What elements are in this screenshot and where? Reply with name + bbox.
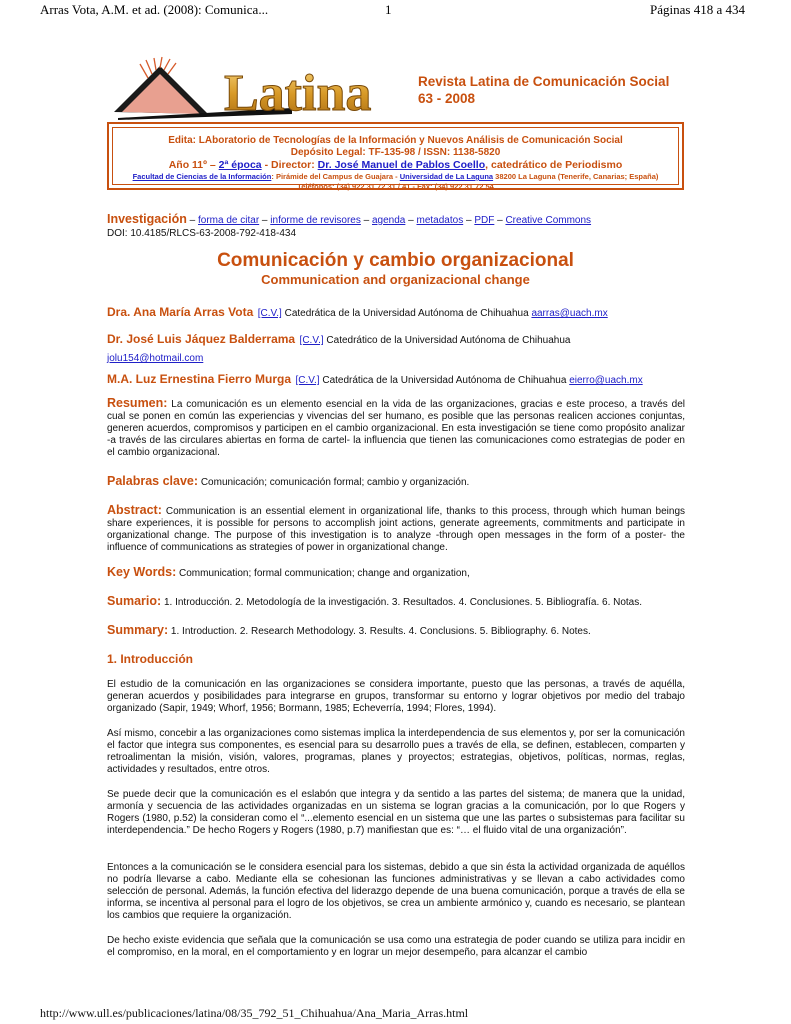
intro-paragraph-2: Así mismo, concebir a las organizaciones como sistemas implica la interdependencia de sus elementos y, por ser la comunicación el factor que integra sus componentes, es esencial para su desarrollo pues a través de ella, se definen, establecen, comparten y retroalimentan la misión, visión, valores, programas, planes y proyectos; estrategias, objetivos, políticas, normas, reglas, actividades y resultados, entre otros. xyxy=(107,728,685,775)
author-email-link[interactable]: aarras@uach.mx xyxy=(531,308,608,319)
editorial-box xyxy=(107,122,684,190)
editorial-phones: Teléfonos: (34) 922 31 72 31 / 41 - Fax: (34) 922 31 72 54 xyxy=(297,182,494,191)
keywords-label: Key Words: xyxy=(107,565,177,579)
author-cv-link[interactable]: [C.V.] xyxy=(257,308,282,319)
editorial-director-role: , catedrático de Periodismo xyxy=(485,159,623,171)
sumario-label: Sumario: xyxy=(107,594,162,608)
author-affiliation: Catedrática de la Universidad Autónoma de Chihuahua xyxy=(281,308,532,319)
abstract-label: Abstract: xyxy=(107,503,162,517)
author-name: M.A. Luz Ernestina Fierro Murga xyxy=(107,372,292,386)
intro-heading: 1. Introducción xyxy=(107,652,194,666)
link-agenda[interactable]: agenda xyxy=(372,215,406,226)
author-3 xyxy=(107,370,685,388)
sumario-text: 1. Introducción. 2. Metodología de la investigación. 3. Resultados. 4. Conclusiones. 5. Bibliografía. 6. Notas. xyxy=(161,597,643,608)
separator: – xyxy=(405,215,417,226)
journal-issue: 63 - 2008 xyxy=(418,91,476,106)
author-email-link[interactable]: eierro@uach.mx xyxy=(569,375,643,386)
resumen-text: La comunicación es un elemento esencial en la vida de las organizaciones, gracias e este proceso, a través del cual se ponen en común las experiencias y vivencias del ser humano, es posible que las personas realicen acciones conjuntas, generen acuerdos, compromisos y participen en el cambio organizacional. En esta investigación se tiene como propósito analizar -a través de las circulares abiertas en forma de cartel- la influencia que tienen las comunicaciones como estrategias de poder en el cambio organizacional. xyxy=(107,399,685,458)
sumario-paragraph xyxy=(107,595,685,609)
journal-name: Revista Latina de Comunicación Social xyxy=(418,74,670,89)
author-1 xyxy=(107,303,685,321)
editorial-city: 38200 La Laguna (Tenerife, Canarias; España) xyxy=(493,172,659,181)
intro-paragraph-4: Entonces a la comunicación se le considera esencial para los sistemas, debido a que sin ésta la actividad organizada de aquéllos no podría llevarse a cabo. Mediante ella se cohesionan las funciones administrativas y se llevan a cabo actividades como selección de personal. Además, la función efectiva del liderazgo depende de una buena comunicación, porque a través de ella se informa, se incentiva al personal para el logro de los objetivos, se crea un ambiente armónico y, cuando es necesario, se plantean los cambios que requiere la organización. xyxy=(107,862,685,921)
link-informe-revisores[interactable]: informe de revisores xyxy=(270,215,361,226)
palabras-clave-label: Palabras clave: xyxy=(107,474,199,488)
doi: DOI: 10.4185/RLCS-63-2008-792-418-434 xyxy=(107,228,297,239)
resumen-paragraph xyxy=(107,397,685,459)
author-2 xyxy=(107,330,685,366)
print-footer-url: http://www.ull.es/publicaciones/latina/08/35_792_51_Chihuahua/Ana_Maria_Arras.html xyxy=(40,1006,469,1020)
palabras-clave-paragraph xyxy=(107,475,685,489)
author-affiliation: Catedrática de la Universidad Autónoma de Chihuahua xyxy=(319,375,570,386)
abstract-paragraph xyxy=(107,504,685,554)
editorial-year: Año 11º – xyxy=(168,159,219,171)
palabras-clave-text: Comunicación; comunicación formal; cambio y organización. xyxy=(198,477,470,488)
separator: – xyxy=(259,215,271,226)
author-affiliation: Catedrático de la Universidad Autónoma de Chihuahua xyxy=(323,335,571,346)
keywords-text: Communication; formal communication; change and organization, xyxy=(176,568,470,579)
author-cv-link[interactable]: [C.V.] xyxy=(295,375,320,386)
separator: – xyxy=(463,215,475,226)
summary-text: 1. Introduction. 2. Research Methodology. 3. Results. 4. Conclusions. 5. Bibliography. 6. Notes. xyxy=(168,626,591,637)
investigacion-line xyxy=(107,210,685,240)
link-pdf[interactable]: PDF xyxy=(474,215,495,226)
link-forma-de-citar[interactable]: forma de citar xyxy=(198,215,260,226)
author-email-link[interactable]: jolu154@hotmail.com xyxy=(107,353,204,364)
print-header-page-range: Páginas 418 a 434 xyxy=(650,2,745,17)
editorial-legal: Depósito Legal: TF-135-98 / ISSN: 1138-5820 xyxy=(290,147,501,158)
university-link[interactable]: Universidad de La Laguna xyxy=(399,172,494,181)
print-header-title: Arras Vota, A.M. et ad. (2008): Comunica... xyxy=(40,2,269,17)
keywords-paragraph xyxy=(107,566,685,580)
author-name: Dr. José Luis Jáquez Balderrama xyxy=(107,332,296,346)
intro-paragraph-5: De hecho existe evidencia que señala que la comunicación se usa como una estrategia de poder cuando se utiliza para incidir en el compromiso, en la moral, en el comportamiento y en lograr un mejor desempeño, para alcanzar el cambio xyxy=(107,935,685,958)
resumen-label: Resumen: xyxy=(107,396,168,410)
editorial-address xyxy=(113,172,678,182)
link-creative-commons[interactable]: Creative Commons xyxy=(505,215,592,226)
editorial-director-label: - Director: xyxy=(261,159,318,171)
editorial-publisher: Edita: LAboratorio de Tecnologías de la Información y Nuevos Análisis de Comunicación Social xyxy=(168,135,623,146)
print-header-page-number: 1 xyxy=(385,2,392,17)
faculty-link[interactable]: Facultad de Ciencias de la Información xyxy=(132,172,272,181)
separator: – xyxy=(360,215,372,226)
author-cv-link[interactable]: [C.V.] xyxy=(299,335,324,346)
editorial-box-inner xyxy=(112,127,679,191)
article-subtitle: Communication and organizacional change xyxy=(261,272,530,287)
separator: – xyxy=(494,215,506,226)
intro-paragraph-1: El estudio de la comunicación en las organizaciones se considera importante, puesto que las personas, a través de aquélla, generan acuerdos y posibilidades para integrarse en grupos, transformar su entorno y lograr objetivos por medio del trabajo organizado (Sapir, 1949; Whorf, 1956; Bormann, 1985; Echeverría, 1994; Flores, 1994). xyxy=(107,679,685,714)
director-link[interactable]: Dr. José Manuel de Pablos Coello xyxy=(317,159,486,171)
epoca-link[interactable]: 2ª época xyxy=(218,159,262,171)
journal-name-block xyxy=(418,73,669,107)
intro-paragraph-3: Se puede decir que la comunicación es el eslabón que integra y da sentido a las partes del sistema; de manera que la unidad, armonía y secuencia de las actividades organizadas en un sistema se logran gracias a la comunicación, por lo que Rogers y Rogers (1980, p.52) la consideran como el “...elemento esencial en un sistema que une las partes o subsistemas para facilitar su interdependencia.” De hecho Rogers y Rogers (1980, p.7) manifiestan que es: “… el fluido vital de una organización”. xyxy=(107,789,685,836)
link-metadatos[interactable]: metadatos xyxy=(416,215,464,226)
article-title: Comunicación y cambio organizacional xyxy=(217,250,574,271)
abstract-text: Communication is an essential element in organizational life, thanks to this process, through which human beings share experiences, it is possible for persons to accomplish joint actions, generate agreements, commitments and participate in organizational change. The purpose of this investigation is to analyze -through open messages in the form of a poster- the influence of communications as strategies of power in organizational change. xyxy=(107,506,685,553)
editorial-campus: : Pirámide del Campus de Guajara - xyxy=(271,172,400,181)
summary-label: Summary: xyxy=(107,623,169,637)
investigacion-label: Investigación xyxy=(107,212,187,226)
latina-logo xyxy=(112,56,397,122)
summary-paragraph xyxy=(107,624,685,638)
editorial-director-line xyxy=(113,159,678,172)
latina-logo-graphic xyxy=(112,56,397,122)
separator: – xyxy=(186,215,199,226)
author-name: Dra. Ana María Arras Vota xyxy=(107,305,254,319)
latina-logo-word: Latina xyxy=(224,65,372,122)
